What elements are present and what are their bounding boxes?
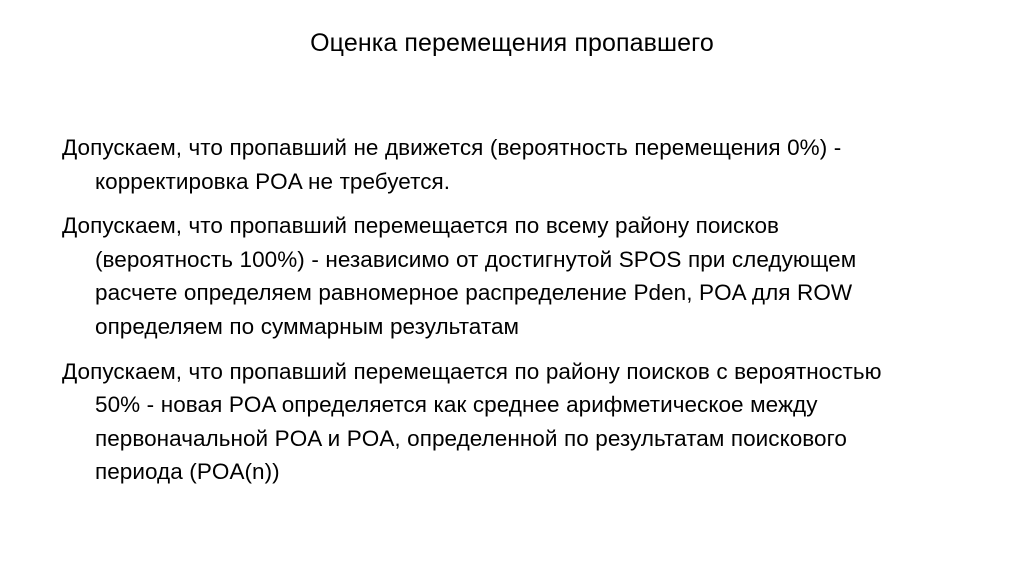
paragraph-assumption-no-movement: Допускаем, что пропавший не движется (вероятность перемещения 0%) - корректировка POA не требуется. [62,135,842,194]
slide-body [62,131,892,489]
paragraph-assumption-half-movement: Допускаем, что пропавший перемещается по району поисков с вероятностью 50% - новая POA определяется как среднее арифметическое между первоначальной POA и POA, определенной по результатам поискового периода (POA(n)) [62,358,882,485]
slide-title: Оценка перемещения пропавшего [310,29,714,57]
paragraph-assumption-full-movement: Допускаем, что пропавший перемещается по всему району поисков (вероятность 100%) - независимо от достигнутой SPOS при следующем расчете определяем равномерное распределение Pden, POA для ROW определяем по суммарным результатам [62,213,857,339]
